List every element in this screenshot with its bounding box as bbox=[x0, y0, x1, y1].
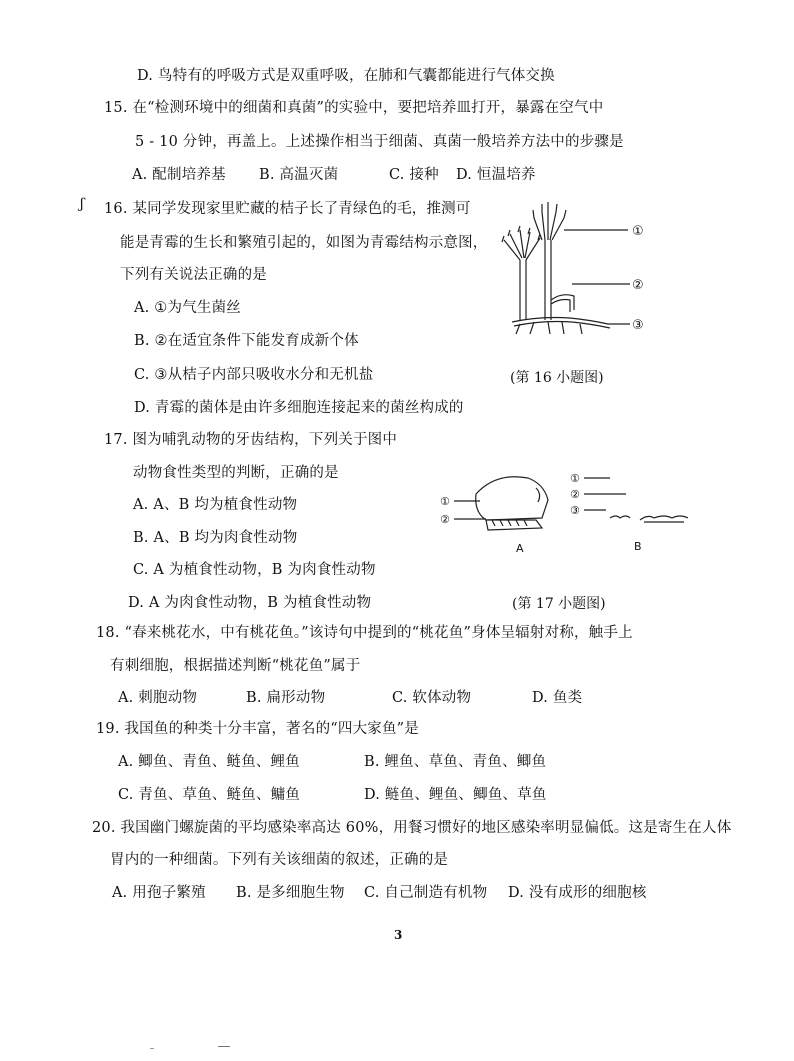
teeth-b-label-2: ② bbox=[570, 488, 580, 501]
teeth-a-label-2: ② bbox=[440, 513, 450, 526]
q20-stem-line-2: 胃内的一种细菌。下列有关该细菌的叙述，正确的是 bbox=[110, 852, 449, 868]
q16-option-c: C. ③从桔子内部只吸收水分和无机盐 bbox=[134, 367, 374, 383]
q17-option-c: C. A 为植食性动物，B 为肉食性动物 bbox=[133, 562, 376, 578]
q15-stem-line-1: 15. 在“检测环境中的细菌和真菌”的实验中，要把培养皿打开，暴露在空气中 bbox=[104, 100, 604, 116]
q20-option-d: D. 没有成形的细胞核 bbox=[508, 885, 647, 901]
q17-option-d: D. A 为肉食性动物，B 为植食性动物 bbox=[128, 595, 372, 611]
q15-option-b: B. 高温灭菌 bbox=[259, 167, 339, 183]
q16-option-b: B. ②在适宜条件下能发育成新个体 bbox=[134, 333, 359, 349]
margin-pencil-mark: ʃ bbox=[78, 195, 85, 213]
teeth-b-name: B bbox=[634, 540, 642, 553]
q20-option-c: C. 自己制造有机物 bbox=[364, 885, 488, 901]
q17-stem-line-2: 动物食性类型的判断，正确的是 bbox=[133, 465, 339, 481]
q17-stem-line-1: 17. 图为哺乳动物的牙齿结构，下列关于图中 bbox=[104, 432, 398, 448]
teeth-figure-a bbox=[436, 464, 566, 556]
q16-stem-line-3: 下列有关说法正确的是 bbox=[120, 267, 267, 283]
penicillium-label-1: ① bbox=[632, 224, 644, 239]
q15-option-c: C. 接种 bbox=[389, 167, 439, 183]
q16-figure-caption: (第 16 小题图) bbox=[510, 370, 604, 386]
q16-stem-line-1: 16. 某同学发现家里贮藏的桔子长了青绿色的毛，推测可 bbox=[104, 201, 471, 217]
q19-option-c: C. 青鱼、草鱼、鲢鱼、鳙鱼 bbox=[118, 787, 301, 803]
q15-stem-line-2: 5 - 10 分钟，再盖上。上述操作相当于细菌、真菌一般培养方法中的步骤是 bbox=[135, 134, 624, 150]
q16-option-a: A. ①为气生菌丝 bbox=[134, 300, 241, 316]
q17-option-b: B. A、B 均为肉食性动物 bbox=[133, 530, 298, 546]
q14-option-d: D. 鸟特有的呼吸方式是双重呼吸，在肺和气囊都能进行气体交换 bbox=[137, 68, 555, 84]
scan-speck bbox=[218, 1046, 230, 1047]
teeth-a-name: A bbox=[516, 542, 524, 555]
q17-option-a: A. A、B 均为植食性动物 bbox=[133, 497, 298, 513]
q18-option-a: A. 刺胞动物 bbox=[118, 690, 198, 706]
q16-option-d: D. 青霉的菌体是由许多细胞连接起来的菌丝构成的 bbox=[134, 400, 464, 416]
teeth-b-label-3: ③ bbox=[570, 504, 580, 517]
q17-figure-caption: (第 17 小题图) bbox=[512, 596, 606, 612]
teeth-b-label-1: ① bbox=[570, 472, 580, 485]
scan-speck bbox=[150, 1048, 154, 1049]
teeth-a-label-1: ① bbox=[440, 495, 450, 508]
q20-option-a: A. 用孢子繁殖 bbox=[112, 885, 206, 901]
penicillium-label-2: ② bbox=[632, 278, 644, 293]
q18-stem-line-1: 18. “春来桃花水，中有桃花鱼。”该诗句中提到的“桃花鱼”身体呈辐射对称，触手上 bbox=[96, 625, 633, 641]
penicillium-drawing bbox=[490, 200, 670, 340]
q18-option-b: B. 扁形动物 bbox=[246, 690, 326, 706]
q18-option-c: C. 软体动物 bbox=[392, 690, 472, 706]
teeth-figure-b bbox=[566, 468, 700, 556]
page-number: 3 bbox=[394, 928, 403, 942]
q18-stem-line-2: 有刺细胞，根据描述判断“桃花鱼”属于 bbox=[110, 658, 361, 674]
q18-option-d: D. 鱼类 bbox=[532, 690, 583, 706]
q19-stem: 19. 我国鱼的种类十分丰富，著名的“四大家鱼”是 bbox=[96, 721, 419, 737]
q15-option-a: A. 配制培养基 bbox=[132, 167, 226, 183]
q19-option-b: B. 鲤鱼、草鱼、青鱼、鲫鱼 bbox=[364, 754, 547, 770]
q20-option-b: B. 是多细胞生物 bbox=[236, 885, 345, 901]
q15-option-d: D. 恒温培养 bbox=[456, 167, 536, 183]
penicillium-label-3: ③ bbox=[632, 318, 644, 333]
q20-stem-line-1: 20. 我国幽门螺旋菌的平均感染率高达 60%，用餐习惯好的地区感染率明显偏低。这是寄生在人体 bbox=[92, 820, 732, 836]
penicillium-structure-figure bbox=[490, 200, 670, 340]
q19-option-d: D. 鲢鱼、鲤鱼、鲫鱼、草鱼 bbox=[364, 787, 547, 803]
q16-stem-line-2: 能是青霉的生长和繁殖引起的，如图为青霉结构示意图， bbox=[120, 235, 488, 251]
q19-option-a: A. 鲫鱼、青鱼、鲢鱼、鲤鱼 bbox=[118, 754, 300, 770]
